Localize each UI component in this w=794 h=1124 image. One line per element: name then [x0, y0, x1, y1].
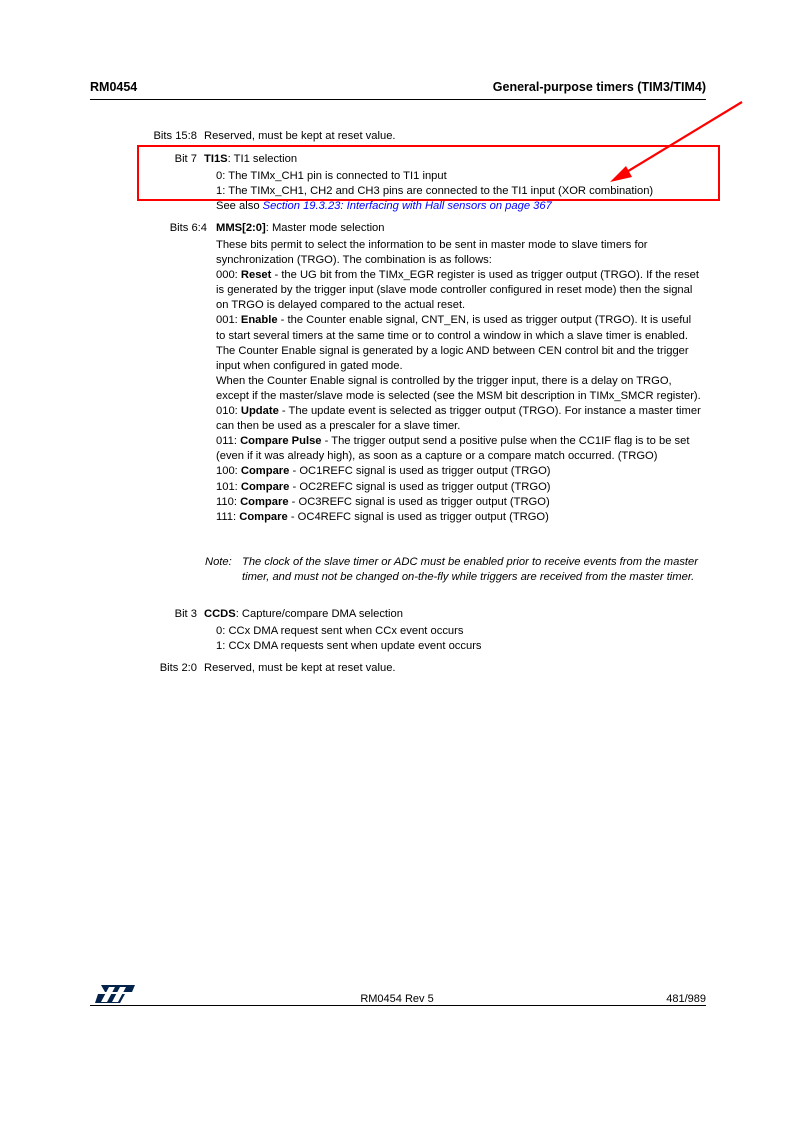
bits-15-8-text: Reserved, must be kept at reset value.: [204, 130, 396, 142]
annotation-arrow-icon: [600, 98, 750, 188]
bit-7-name: TI1S: [204, 153, 228, 165]
bit-3-title: [204, 607, 403, 622]
bit-7-label: Bit 7: [174, 153, 197, 165]
bit-7-option-0: 0: The TIMx_CH1 pin is connected to TI1 input: [216, 170, 447, 182]
bits-15-8-label: Bits 15:8: [153, 130, 197, 142]
bit-3-label: Bit 3: [174, 608, 197, 620]
see-also-prefix: See also: [216, 200, 263, 212]
header-doc-id: RM0454: [90, 80, 138, 94]
mms-desc: : Master mode selection: [265, 222, 385, 234]
mms-011: 011: Compare Pulse - The trigger output send a positive pulse when the CC1IF flag is to be set (even if it was already high), as soon as a capture or a compare match occurred. (TRGO): [216, 435, 690, 463]
bit-7-see-also: [216, 199, 552, 214]
mms-101: 101: Compare - OC2REFC signal is used as trigger output (TRGO): [216, 480, 551, 493]
mms-intro: These bits permit to select the information to be sent in master mode to slave timers for synchronization (TRGO). The combination is as follows:: [216, 239, 648, 267]
bit-7-desc: : TI1 selection: [227, 153, 298, 165]
hall-sensor-section-link[interactable]: Section 19.3.23: Interfacing with Hall sensors on page 367: [262, 200, 552, 212]
bit-7-option-1: 1: The TIMx_CH1, CH2 and CH3 pins are connected to the TI1 input (XOR combination): [216, 185, 654, 197]
bit-3-option-1: 1: CCx DMA requests sent when update event occurs: [216, 640, 482, 652]
ccds-name: CCDS: [204, 608, 236, 620]
ccds-desc: : Capture/compare DMA selection: [235, 608, 403, 620]
footer-page-number: 481/989: [666, 993, 706, 1005]
note-text: The clock of the slave timer or ADC must be enabled prior to receive events from the master timer, and must not be changed on-the-fly while triggers are received from the master timer.: [242, 556, 698, 583]
bits-2-0-label: Bits 2:0: [159, 662, 197, 674]
mms-010: 010: Update - The update event is selected as trigger output (TRGO). For instance a master timer can then be used as a prescaler for a slave timer.: [216, 405, 701, 433]
footer-doc-revision: RM0454 Rev 5: [360, 993, 434, 1005]
mms-name: MMS[2:0]: [216, 222, 266, 234]
bits-6-4-title: [216, 221, 385, 236]
note-label: Note:: [205, 556, 232, 568]
bit-3-option-0: 0: CCx DMA request sent when CCx event occurs: [216, 625, 464, 637]
bits-6-4-label: Bits 6:4: [169, 222, 207, 234]
mms-100: 100: Compare - OC1REFC signal is used as trigger output (TRGO): [216, 465, 551, 478]
header-section-title: General-purpose timers (TIM3/TIM4): [492, 80, 706, 94]
footer-rule: [90, 1005, 706, 1006]
mms-description: [216, 238, 702, 525]
mms-001-extra: When the Counter Enable signal is controlled by the trigger input, there is a delay on TRGO, except if the master/slave mode is selected (see the MSM bit description in TIMx_SMCR register).: [216, 374, 701, 402]
bits-2-0-text: Reserved, must be kept at reset value.: [204, 662, 396, 674]
mms-111: 111: Compare - OC4REFC signal is used as trigger output (TRGO): [216, 510, 549, 523]
mms-110: 110: Compare - OC3REFC signal is used as trigger output (TRGO): [216, 495, 550, 508]
mms-000: 000: Reset - the UG bit from the TIMx_EGR register is used as trigger output (TRGO). If the reset is generated by the trigger input (slave mode controller configured in reset mode) then the signal on TRGO is delayed compared to the actual reset.: [216, 269, 699, 312]
mms-001: 001: Enable - the Counter enable signal, CNT_EN, is used as trigger output (TRGO). It is useful to start several timers at the same time or to control a window in which a slave timer is enabled. The Counter Enable signal is generated by a logic AND between CEN control bit and the trigger input when configured in gated mode.: [216, 314, 692, 372]
